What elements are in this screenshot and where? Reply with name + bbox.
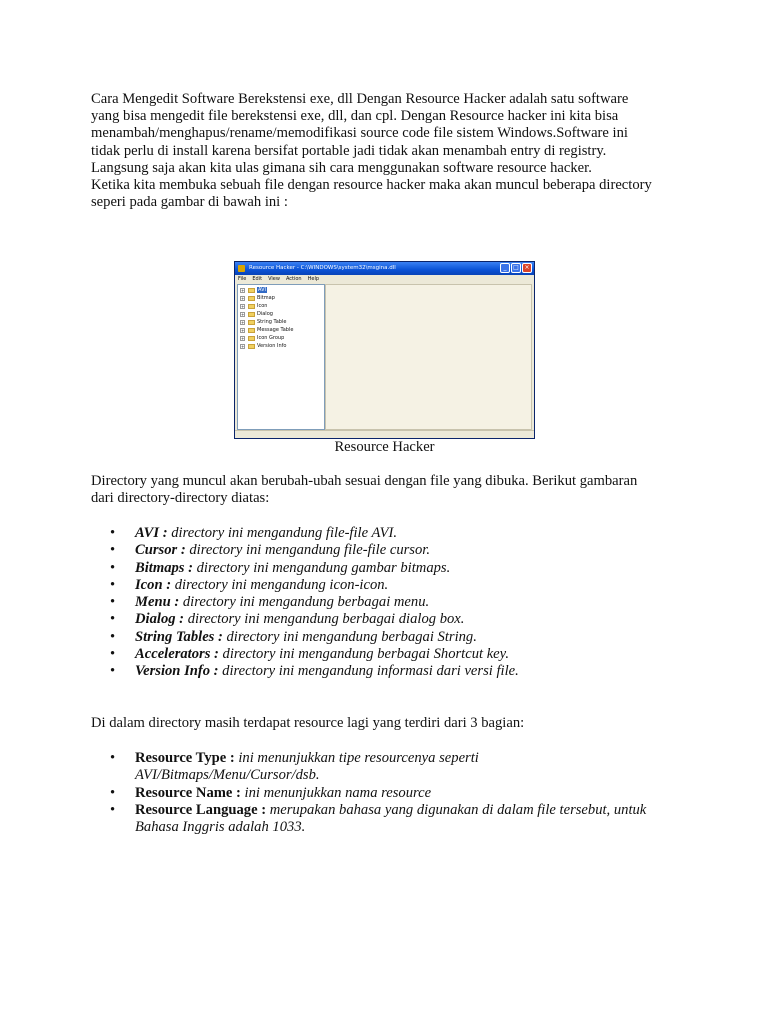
maximize-icon: □ bbox=[511, 263, 521, 273]
expand-icon: + bbox=[241, 311, 245, 317]
tree-item-label: Version Info bbox=[257, 343, 287, 349]
list-item-desc: ini menunjukkan tipe resourcenya seperti bbox=[234, 750, 479, 766]
list-item bbox=[110, 542, 700, 559]
list-item-desc: directory ini mengandung berbagai menu. bbox=[179, 594, 430, 611]
intro-line: yang bisa mengedit file berekstensi exe, dll, dan cpl. Dengan Resource hacker ini kita bisa bbox=[91, 108, 619, 125]
tree-item-icon-group bbox=[238, 334, 324, 342]
bullet-icon: • bbox=[110, 801, 116, 818]
folder-icon bbox=[248, 320, 255, 325]
expand-icon: + bbox=[241, 295, 245, 301]
folder-icon bbox=[248, 288, 255, 293]
minimize-icon: _ bbox=[500, 263, 510, 273]
tree-item-label: String Table bbox=[257, 319, 287, 325]
window-titlebar bbox=[235, 262, 534, 275]
resource-list bbox=[110, 750, 700, 836]
tree-item-label: AVI bbox=[258, 287, 266, 293]
list-item-term: Resource Type : bbox=[135, 750, 235, 766]
intro-line: Langsung saja akan kita ulas gimana sih cara menggunakan software resource hacker. bbox=[91, 159, 592, 176]
list-item-term: Dialog : bbox=[135, 611, 185, 628]
list-item-desc: directory ini mengandung berbagai String. bbox=[222, 628, 477, 645]
list-item-desc: directory ini mengandung icon-icon. bbox=[171, 576, 389, 593]
folder-icon bbox=[248, 328, 255, 333]
list-item-term: Version Info : bbox=[135, 663, 219, 680]
tree-item-label: Icon Group bbox=[257, 335, 285, 341]
list-item-term: Icon : bbox=[135, 576, 172, 593]
resource-view-pane bbox=[325, 284, 532, 430]
directory-intro-line: dari directory-directory diatas: bbox=[91, 490, 270, 507]
list-item bbox=[110, 611, 700, 628]
list-item bbox=[110, 646, 700, 663]
list-item-desc: directory ini mengandung informasi dari versi file. bbox=[218, 663, 519, 680]
tree-item-bitmap bbox=[238, 294, 324, 302]
tree-item-label: Message Table bbox=[257, 327, 294, 333]
app-icon bbox=[238, 265, 245, 272]
list-item-desc: ini menunjukkan nama resource bbox=[240, 784, 432, 801]
intro-paragraph bbox=[91, 91, 691, 211]
list-item-desc: directory ini mengandung file-file AVI. bbox=[167, 525, 398, 541]
list-item-term: Resource Language : bbox=[135, 801, 267, 818]
list-item-desc: directory ini mengandung file-file cursor. bbox=[185, 542, 430, 559]
list-item bbox=[110, 629, 700, 646]
list-item bbox=[110, 802, 700, 837]
resource-tree bbox=[237, 284, 325, 430]
figure-caption: Resource Hacker bbox=[334, 439, 435, 455]
menu-edit: Edit bbox=[252, 276, 263, 282]
menu-help: Help bbox=[307, 276, 320, 282]
window-title: Resource Hacker - C:\WINDOWS\system32\msgina.dll bbox=[249, 265, 396, 271]
list-item-desc-cont: Bahasa Inggris adalah 1033. bbox=[135, 819, 306, 836]
bullet-icon: • bbox=[110, 594, 116, 611]
list-item-desc: directory ini mengandung berbagai dialog box. bbox=[184, 611, 465, 628]
bullet-icon: • bbox=[110, 628, 116, 645]
tree-item-avi bbox=[238, 286, 324, 294]
list-item-term: Bitmaps : bbox=[135, 559, 193, 576]
bullet-icon: • bbox=[110, 646, 116, 663]
resource-intro-paragraph: Di dalam directory masih terdapat resource lagi yang terdiri dari 3 bagian: bbox=[91, 715, 525, 731]
window-panes bbox=[237, 284, 532, 430]
list-item-term: AVI : bbox=[135, 525, 168, 541]
expand-icon: + bbox=[241, 303, 245, 309]
list-item-desc: directory ini mengandung berbagai Shortcut key. bbox=[218, 646, 509, 663]
bullet-icon: • bbox=[110, 611, 116, 628]
status-bar bbox=[235, 430, 534, 438]
tree-item-label: Dialog bbox=[257, 311, 273, 317]
folder-icon bbox=[248, 304, 255, 309]
intro-line: tidak perlu di install karena bersifat portable jadi tidak akan menambah entry di registry. bbox=[91, 142, 607, 159]
list-item bbox=[110, 594, 700, 611]
expand-icon: + bbox=[241, 319, 245, 325]
list-item-desc: merupakan bahasa yang digunakan di dalam file tersebut, untuk bbox=[266, 801, 647, 818]
bullet-icon: • bbox=[110, 525, 116, 541]
list-item bbox=[110, 663, 700, 680]
list-item bbox=[110, 785, 700, 802]
list-item-term: Resource Name : bbox=[135, 784, 241, 801]
list-item-term: Accelerators : bbox=[135, 646, 219, 663]
menu-bar bbox=[235, 275, 534, 283]
menu-view: View bbox=[268, 276, 280, 282]
list-item-term: Cursor : bbox=[135, 542, 186, 559]
resource-hacker-screenshot bbox=[234, 261, 535, 439]
folder-icon bbox=[248, 336, 255, 341]
directory-list bbox=[110, 525, 700, 681]
list-item bbox=[110, 560, 700, 577]
directory-intro-paragraph bbox=[91, 473, 691, 507]
directory-intro-line: Directory yang muncul akan berubah-ubah sesuai dengan file yang dibuka. Berikut gambaran bbox=[91, 473, 638, 489]
list-item-desc: directory ini mengandung gambar bitmaps. bbox=[192, 559, 451, 576]
intro-line: seperi pada gambar di bawah ini : bbox=[91, 194, 288, 211]
expand-icon: + bbox=[241, 335, 245, 341]
tree-item-label: Bitmap bbox=[257, 295, 275, 301]
expand-icon: + bbox=[241, 327, 245, 333]
bullet-icon: • bbox=[110, 750, 116, 766]
list-item bbox=[110, 577, 700, 594]
close-icon: × bbox=[522, 263, 532, 273]
tree-item-label: Icon bbox=[257, 303, 268, 309]
list-item-desc-cont: AVI/Bitmaps/Menu/Cursor/dsb. bbox=[135, 767, 320, 784]
tree-item-icon bbox=[238, 302, 324, 310]
bullet-icon: • bbox=[110, 784, 116, 801]
tree-item-string-table bbox=[238, 318, 324, 326]
bullet-icon: • bbox=[110, 542, 116, 559]
expand-icon: + bbox=[241, 287, 245, 293]
bullet-icon: • bbox=[110, 663, 116, 680]
intro-line: Cara Mengedit Software Berekstensi exe, dll Dengan Resource Hacker adalah satu software bbox=[91, 91, 629, 107]
tree-item-version-info bbox=[238, 342, 324, 350]
list-item bbox=[110, 750, 700, 785]
list-item bbox=[110, 525, 700, 542]
menu-file: File bbox=[238, 276, 247, 282]
tree-item-message-table bbox=[238, 326, 324, 334]
bullet-icon: • bbox=[110, 559, 116, 576]
folder-icon bbox=[248, 344, 255, 349]
menu-action: Action bbox=[285, 276, 302, 282]
list-item-term: String Tables : bbox=[135, 628, 223, 645]
folder-icon bbox=[248, 312, 255, 317]
tree-item-dialog bbox=[238, 310, 324, 318]
folder-icon bbox=[248, 296, 255, 301]
intro-line: Ketika kita membuka sebuah file dengan resource hacker maka akan muncul beberapa directory bbox=[91, 177, 652, 194]
expand-icon: + bbox=[241, 343, 245, 349]
bullet-icon: • bbox=[110, 576, 116, 593]
list-item-term: Menu : bbox=[135, 594, 180, 611]
intro-line: menambah/menghapus/rename/memodifikasi source code file sistem Windows.Software ini bbox=[91, 125, 628, 142]
